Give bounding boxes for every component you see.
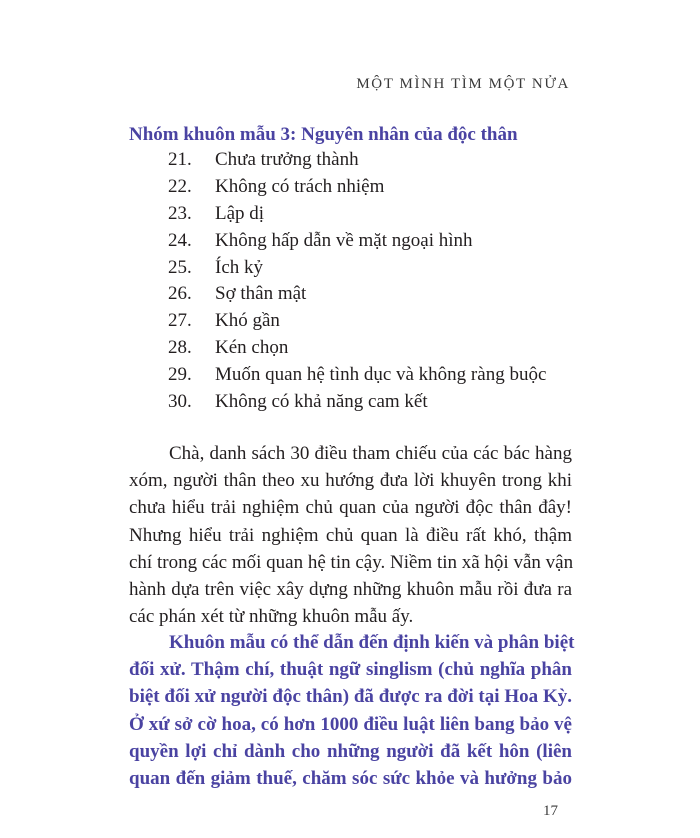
list-text: Lập dị bbox=[215, 202, 265, 224]
body-paragraph-1 bbox=[129, 440, 572, 630]
list-text: Khó gần bbox=[215, 310, 280, 332]
paragraph-line: biệt đối xử người độc thân) đã được ra đời tại Hoa Kỳ. bbox=[129, 686, 572, 708]
list-text: Không có trách nhiệm bbox=[215, 175, 385, 197]
body-paragraph-2-emphasis bbox=[129, 629, 575, 792]
list-item bbox=[129, 361, 579, 388]
list-item bbox=[129, 227, 579, 254]
page-number: 17 bbox=[543, 803, 558, 819]
list-number: 27. bbox=[168, 310, 192, 332]
running-head: MỘT MÌNH TÌM MỘT NỬA bbox=[356, 76, 570, 92]
list-number: 30. bbox=[168, 391, 192, 413]
list-item bbox=[129, 173, 579, 200]
numbered-list bbox=[129, 146, 579, 415]
list-number: 21. bbox=[168, 149, 192, 170]
paragraph-line: quan đến giảm thuế, chăm sóc sức khỏe và hưởng bảo bbox=[129, 768, 572, 790]
list-text: Không có khả năng cam kết bbox=[215, 391, 428, 413]
paragraph-line: quyền lợi chỉ dành cho những người đã kết hôn (liên bbox=[129, 740, 572, 762]
list-text: Muốn quan hệ tình dục và không ràng buộc bbox=[215, 364, 547, 386]
list-text: Không hấp dẫn về mặt ngoại hình bbox=[215, 229, 473, 251]
list-item bbox=[129, 388, 579, 415]
list-number: 25. bbox=[168, 256, 192, 278]
paragraph-line: Khuôn mẫu có thể dẫn đến định kiến và phân biệt bbox=[169, 632, 575, 653]
paragraph-line: chưa hiểu trải nghiệm chủ quan của người độc thân đây! bbox=[129, 497, 572, 519]
list-number: 23. bbox=[168, 202, 192, 224]
paragraph-line: Nhưng hiểu trải nghiệm chủ quan là điều rất khó, thậm bbox=[129, 524, 572, 546]
paragraph-line: các phán xét từ những khuôn mẫu ấy. bbox=[129, 606, 414, 628]
list-text: Kén chọn bbox=[215, 337, 289, 359]
list-number: 29. bbox=[168, 364, 192, 386]
paragraph-line: chí trong các mối quan hệ tin cậy. Niềm tin xã hội vẫn vận bbox=[129, 551, 574, 573]
list-number: 24. bbox=[168, 229, 192, 251]
paragraph-line: Ở xứ sở cờ hoa, có hơn 1000 điều luật liên bang bảo vệ bbox=[129, 713, 572, 735]
paragraph-line: hành dựa trên việc xây dựng những khuôn mẫu rồi đưa ra bbox=[129, 579, 572, 601]
list-item bbox=[129, 254, 579, 281]
list-item bbox=[129, 200, 579, 227]
list-item bbox=[129, 307, 579, 334]
list-number: 22. bbox=[168, 175, 192, 197]
list-text: Sợ thân mật bbox=[215, 283, 307, 305]
list-item bbox=[129, 280, 579, 307]
paragraph-line: Chà, danh sách 30 điều tham chiếu của các bác hàng bbox=[169, 443, 572, 464]
list-number: 26. bbox=[168, 283, 192, 305]
list-item bbox=[129, 334, 579, 361]
paragraph-line: xóm, người thân theo xu hướng đưa lời khuyên trong khi bbox=[129, 470, 572, 492]
section-title: Nhóm khuôn mẫu 3: Nguyên nhân của độc thân bbox=[129, 124, 518, 145]
list-text: Ích kỷ bbox=[215, 256, 264, 278]
list-number: 28. bbox=[168, 337, 192, 359]
list-item bbox=[129, 146, 579, 173]
list-text: Chưa trưởng thành bbox=[215, 149, 359, 170]
paragraph-line: đối xử. Thậm chí, thuật ngữ singlism (chủ nghĩa phân bbox=[129, 659, 572, 681]
